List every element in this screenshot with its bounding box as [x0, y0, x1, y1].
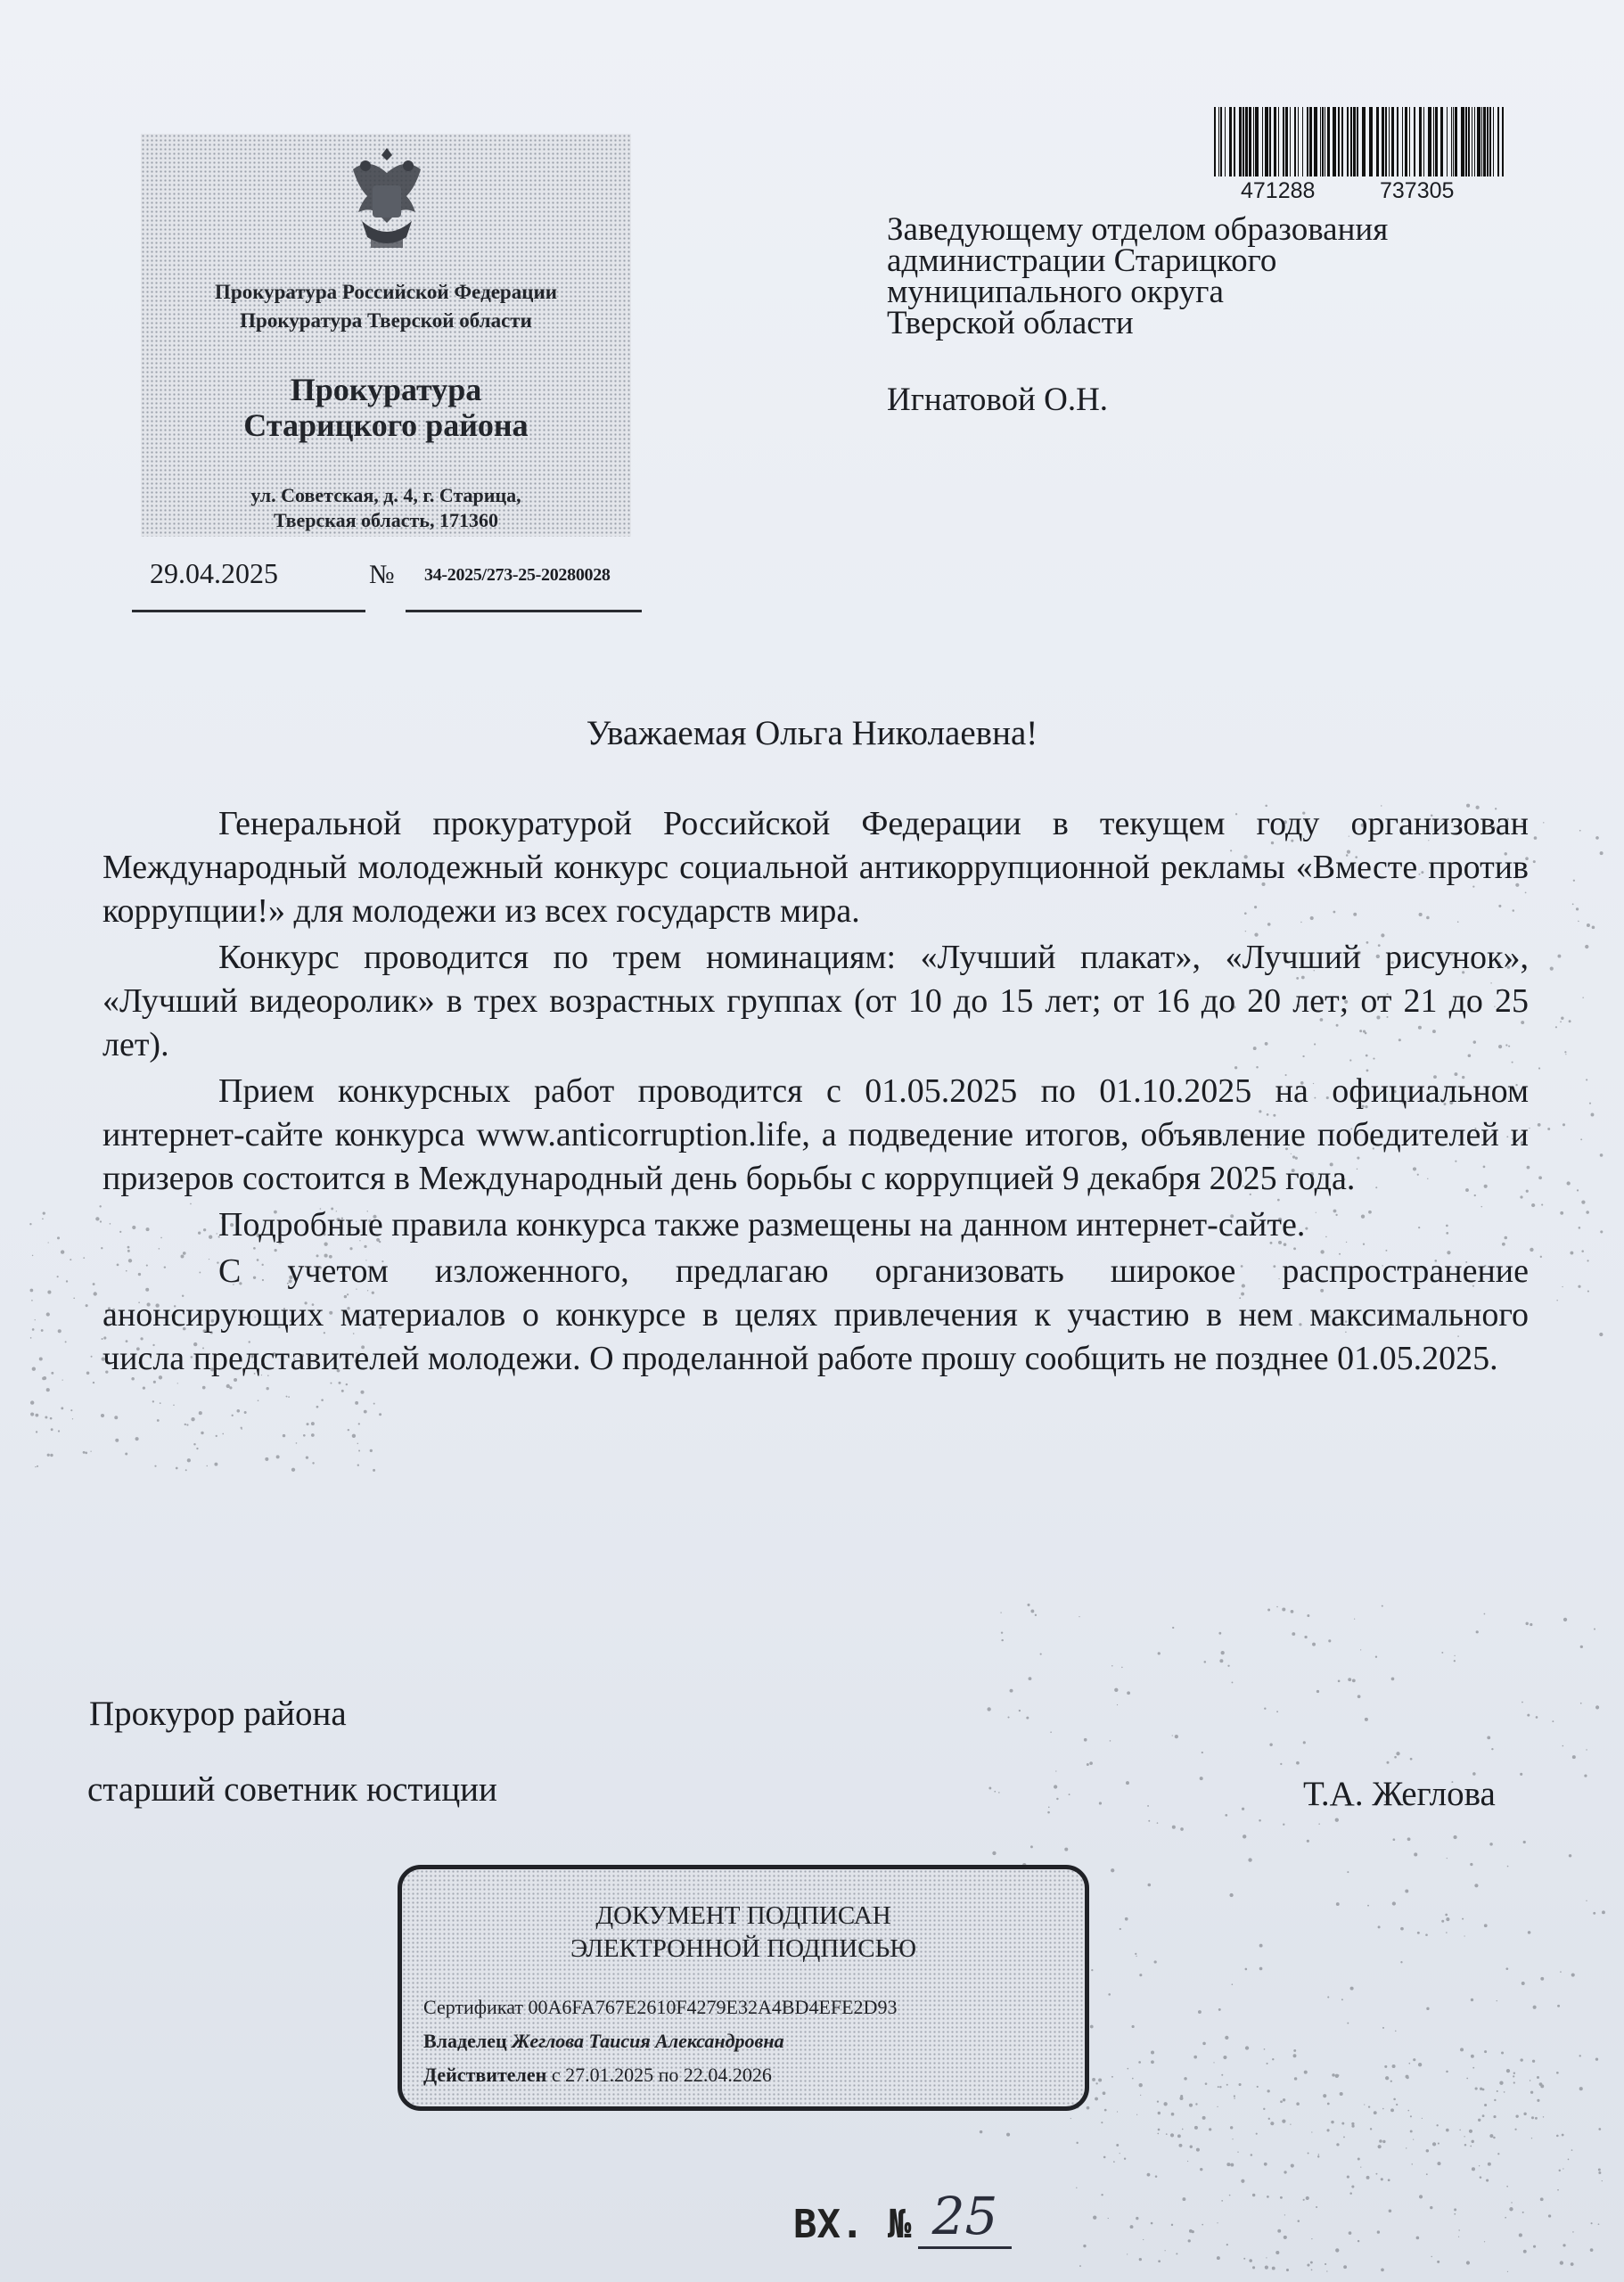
barcode-bar — [1253, 107, 1254, 176]
date-underline — [132, 610, 365, 612]
barcode-bar — [1243, 107, 1244, 176]
body-paragraph: Конкурс проводится по трем номинациям: «Лучший плакат», «Лучший рисунок», «Лучший видеоролик» в трех возрастных группах (от 10 до 15 лет; от 16 до 20 лет; от 21 до 25 лет). — [103, 939, 1529, 1063]
barcode-bar — [1218, 107, 1219, 176]
barcode-bar — [1414, 107, 1415, 176]
barcode-bar — [1409, 107, 1410, 176]
barcode-bar — [1481, 107, 1482, 176]
addressee-block — [887, 211, 1389, 341]
barcode-bar — [1274, 107, 1276, 176]
electronic-signature-stamp — [398, 1865, 1089, 2111]
addressee-line: администрации Старицкого — [887, 242, 1277, 279]
addressee-line: Тверской области — [887, 305, 1134, 341]
certificate-value: 00A6FA767E2610F4279E32A4BD4EFE2D93 — [528, 1996, 898, 2018]
body-paragraph: Прием конкурсных работ проводится с 01.05.2025 по 01.10.2025 на официальном интернет-сайте конкурса www.anticorruption.life, а подведение итогов, объявление победителей и призеров состоится в Международный день борьбы с коррупцией 9 декабря 2025 года. — [103, 1072, 1529, 1197]
barcode-bar — [1290, 107, 1291, 176]
owner-label: Владелец — [423, 2030, 507, 2052]
barcode-number-part2: 737305 — [1380, 178, 1455, 203]
barcode-bar — [1435, 107, 1438, 176]
barcode-bar — [1320, 107, 1321, 176]
stamp-header-line2: ЭЛЕКТРОННОЙ ПОДПИСЬЮ — [570, 1934, 917, 1963]
barcode-bar — [1338, 107, 1340, 176]
stamp-certificate-row — [423, 1996, 897, 2019]
barcode-bar — [1362, 107, 1366, 176]
barcode-bar — [1220, 107, 1222, 176]
addressee-name: Игнатовой О.Н. — [887, 382, 1109, 418]
valid-to: 22.04.2026 — [683, 2064, 772, 2086]
barcode-bar — [1302, 107, 1303, 176]
barcode-bar — [1419, 107, 1422, 176]
incoming-number-label: ВХ. № — [793, 2202, 912, 2247]
stamp-header-line1: ДОКУМЕНТ ПОДПИСАН — [595, 1901, 891, 1930]
barcode-bar — [1423, 107, 1424, 176]
barcode-bar — [1283, 107, 1284, 176]
barcode-bar — [1483, 107, 1486, 176]
barcode-bar — [1493, 107, 1494, 176]
barcode-bar — [1433, 107, 1434, 176]
barcode-bar — [1245, 107, 1248, 176]
signatory-title: Прокурор района — [89, 1695, 347, 1733]
incoming-number-handwritten: 25 — [918, 2186, 1012, 2249]
barcode-bar — [1391, 107, 1394, 176]
barcode-bar — [1350, 107, 1352, 176]
body-paragraph: С учетом изложенного, предлагаю организовать широкое распространение анонсирующих материалов о конкурсе в целях привлечения к участию в нем максимального числа представителей молодежи. О проделанной работе прошу сообщить не позднее 01.05.2025. — [103, 1252, 1529, 1377]
barcode-bar — [1455, 107, 1457, 176]
barcode-bar — [1225, 107, 1226, 176]
barcode-bar — [1298, 107, 1299, 176]
barcode-bar — [1497, 107, 1499, 176]
barcode-bar — [1353, 107, 1356, 176]
barcode-bar — [1477, 107, 1480, 176]
signatory-name: Т.А. Жеглова — [1303, 1775, 1496, 1813]
addressee-line: муниципального округа — [887, 274, 1224, 310]
barcode-icon — [1212, 107, 1506, 187]
barcode-bar — [1278, 107, 1279, 176]
barcode-bar — [1262, 107, 1263, 176]
barcode-bar — [1341, 107, 1343, 176]
valid-from: 27.01.2025 — [565, 2064, 654, 2086]
regional-organization: Прокуратура Тверской области — [240, 309, 532, 332]
barcode-bar — [1255, 107, 1259, 176]
body-paragraph: Генеральной прокуратурой Российской Федерации в текущем году организован Международный молодежный конкурс социальной антикоррупционной рекламы «Вместе против коррупции!» для молодежи из всех государств мира. — [103, 805, 1529, 930]
registration-date: 29.04.2025 — [150, 557, 278, 589]
barcode-bar — [1502, 107, 1504, 176]
barcode-bar — [1309, 107, 1312, 176]
barcode-bar — [1322, 107, 1324, 176]
barcode-bar — [1405, 107, 1407, 176]
barcode-bar — [1285, 107, 1288, 176]
barcode-bar — [1461, 107, 1464, 176]
barcode-bar — [1333, 107, 1336, 176]
barcode-bar — [1440, 107, 1443, 176]
barcode-bar — [1397, 107, 1398, 176]
parent-organization: Прокуратура Российской Федерации — [215, 281, 557, 303]
barcode-bar — [1376, 107, 1379, 176]
barcode-bar — [1465, 107, 1467, 176]
barcode-bar — [1451, 107, 1452, 176]
barcode-bar — [1265, 107, 1268, 176]
barcode-bar — [1327, 107, 1330, 176]
barcode-bar — [1249, 107, 1251, 176]
barcode-bar — [1214, 107, 1216, 176]
letter-body — [103, 802, 1529, 1383]
barcode-bar — [1385, 107, 1387, 176]
stamp-owner-row — [423, 2030, 784, 2053]
stamp-validity-row — [423, 2064, 772, 2087]
organization-name-line2: Старицкого района — [243, 407, 529, 443]
barcode-bar — [1489, 107, 1491, 176]
valid-to-prefix: по — [658, 2064, 679, 2086]
barcode-bar — [1402, 107, 1403, 176]
barcode-bar — [1447, 107, 1448, 176]
barcode-bar — [1474, 107, 1475, 176]
barcode-bar — [1468, 107, 1470, 176]
address-line2: Тверская область, 171360 — [274, 509, 498, 531]
letterhead — [141, 134, 631, 537]
barcode-number-part1: 471288 — [1241, 178, 1316, 203]
barcode-bar — [1239, 107, 1242, 176]
barcode-bar — [1487, 107, 1489, 176]
barcode-bar — [1294, 107, 1296, 176]
address-line1: ул. Советская, д. 4, г. Старица, — [250, 484, 521, 506]
salutation: Уважаемая Ольга Николаевна! — [586, 714, 1038, 752]
barcode-bar — [1389, 107, 1390, 176]
barcode-bar — [1347, 107, 1349, 176]
barcode-bar — [1314, 107, 1317, 176]
barcode-bar — [1382, 107, 1384, 176]
barcode-bar — [1269, 107, 1271, 176]
addressee-line: Заведующему отделом образования — [887, 211, 1389, 248]
valid-from-prefix: с — [551, 2064, 561, 2086]
barcode-bar — [1234, 107, 1235, 176]
certificate-label: Сертификат — [423, 1996, 523, 2018]
valid-label: Действителен — [423, 2064, 547, 2086]
signatory-rank: старший советник юстиции — [87, 1770, 497, 1809]
russian-coat-of-arms-emblem-icon — [335, 143, 439, 257]
organization-name-line1: Прокуратура — [290, 372, 482, 407]
barcode-bar — [1428, 107, 1431, 176]
barcode-bar — [1307, 107, 1308, 176]
registration-number: 34-2025/273-25-20280028 — [424, 565, 611, 585]
body-paragraph: Подробные правила конкурса также размещены на данном интернет-сайте. — [218, 1206, 1306, 1244]
barcode-bar — [1453, 107, 1454, 176]
owner-value: Жеглова Таисия Александровна — [512, 2030, 784, 2052]
number-underline — [406, 610, 642, 612]
barcode-bar — [1369, 107, 1373, 176]
barcode-bar — [1357, 107, 1358, 176]
number-sign: № — [369, 560, 395, 589]
barcode-bar — [1229, 107, 1232, 176]
